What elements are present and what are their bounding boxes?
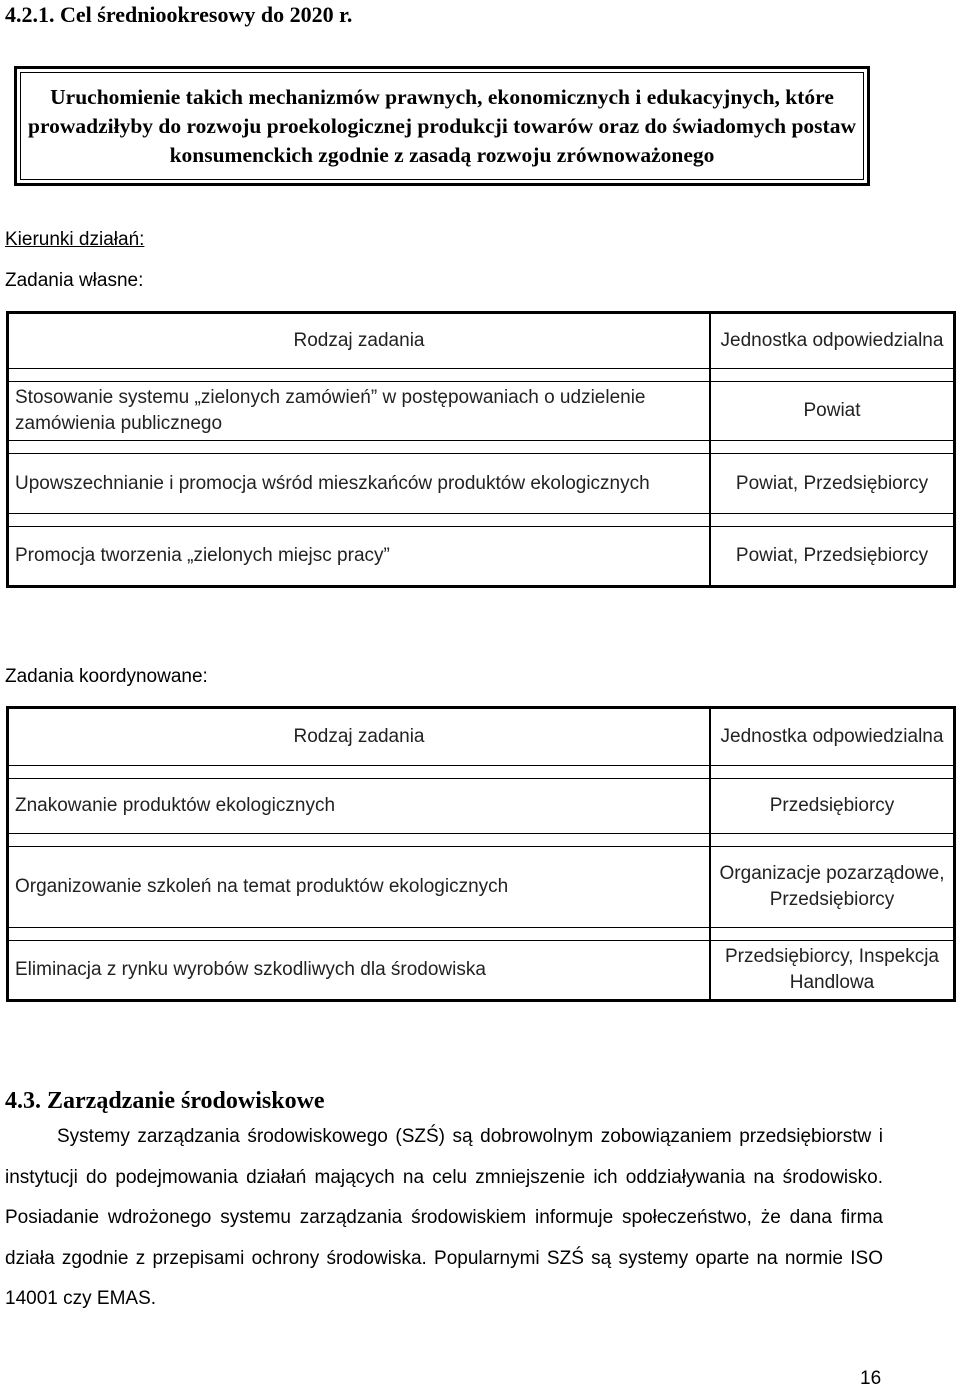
unit-cell: Organizacje pozarządowe, Przedsiębiorcy: [710, 846, 954, 928]
task-cell: Promocja tworzenia „zielonych miejsc pracy”: [8, 526, 710, 586]
unit-cell: Powiat, Przedsiębiorcy: [710, 453, 954, 514]
coordinated-tasks-table: [6, 706, 956, 1002]
unit-cell: Powiat: [710, 381, 954, 441]
task-cell: Eliminacja z rynku wyrobów szkodliwych dla środowiska: [8, 940, 710, 1000]
body-paragraph-text: Systemy zarządzania środowiskowego (SZŚ) są dobrowolnym zobowiązaniem przedsiębiorstw i instytucji do podejmowania działań mających na celu zmniejszenie ich oddziaływania na środowisko. Posiadanie wdrożonego systemu zarządzania środowiskiem informuje społeczeństwo, że dana firma działa zgodnie z przepisami ochrony środowiska. Popularnymi SZŚ są systemy oparte na normie ISO 14001 czy EMAS.: [5, 1126, 883, 1309]
header-task: Rodzaj zadania: [8, 708, 710, 766]
unit-cell: Powiat, Przedsiębiorcy: [710, 526, 954, 586]
task-cell: Stosowanie systemu „zielonych zamówień” w postępowaniach o udzielenie zamówienia publicznego: [8, 381, 710, 441]
task-cell: Upowszechnianie i promocja wśród mieszkańców produktów ekologicznych: [8, 453, 710, 514]
table-row: [8, 778, 954, 834]
unit-cell: Przedsiębiorcy, Inspekcja Handlowa: [710, 940, 954, 1000]
table-header-row: [8, 313, 954, 369]
goal-text: Uruchomienie takich mechanizmów prawnych, ekonomicznych i edukacyjnych, które prowadziłyby do rozwoju proekologicznej produkcji towarów oraz do świadomych postaw konsumenckich zgodnie z zasadą rozwoju zrównoważonego: [28, 84, 856, 167]
unit-cell: Przedsiębiorcy: [710, 778, 954, 834]
table-row: [8, 381, 954, 441]
subsection-heading: 4.3. Zarządzanie środowiskowe: [5, 1088, 325, 1114]
header-unit: Jednostka odpowiedzialna: [710, 313, 954, 369]
own-tasks-table: [6, 311, 956, 588]
directions-label: Kierunki działań:: [5, 229, 145, 250]
table-row: [8, 846, 954, 928]
own-tasks-label: Zadania własne:: [5, 270, 144, 291]
table-row: [8, 940, 954, 1000]
page-number: 16: [860, 1368, 882, 1389]
task-cell: Organizowanie szkoleń na temat produktów ekologicznych: [8, 846, 710, 928]
coordinated-tasks-label: Zadania koordynowane:: [5, 666, 208, 687]
section-heading: 4.2.1. Cel średniookresowy do 2020 r.: [5, 2, 353, 27]
table-row: [8, 526, 954, 586]
goal-box: [14, 66, 870, 186]
table-row: [8, 453, 954, 514]
task-cell: Znakowanie produktów ekologicznych: [8, 778, 710, 834]
body-paragraph: [5, 1117, 883, 1320]
header-unit: Jednostka odpowiedzialna: [710, 708, 954, 766]
header-task: Rodzaj zadania: [8, 313, 710, 369]
table-header-row: [8, 708, 954, 766]
